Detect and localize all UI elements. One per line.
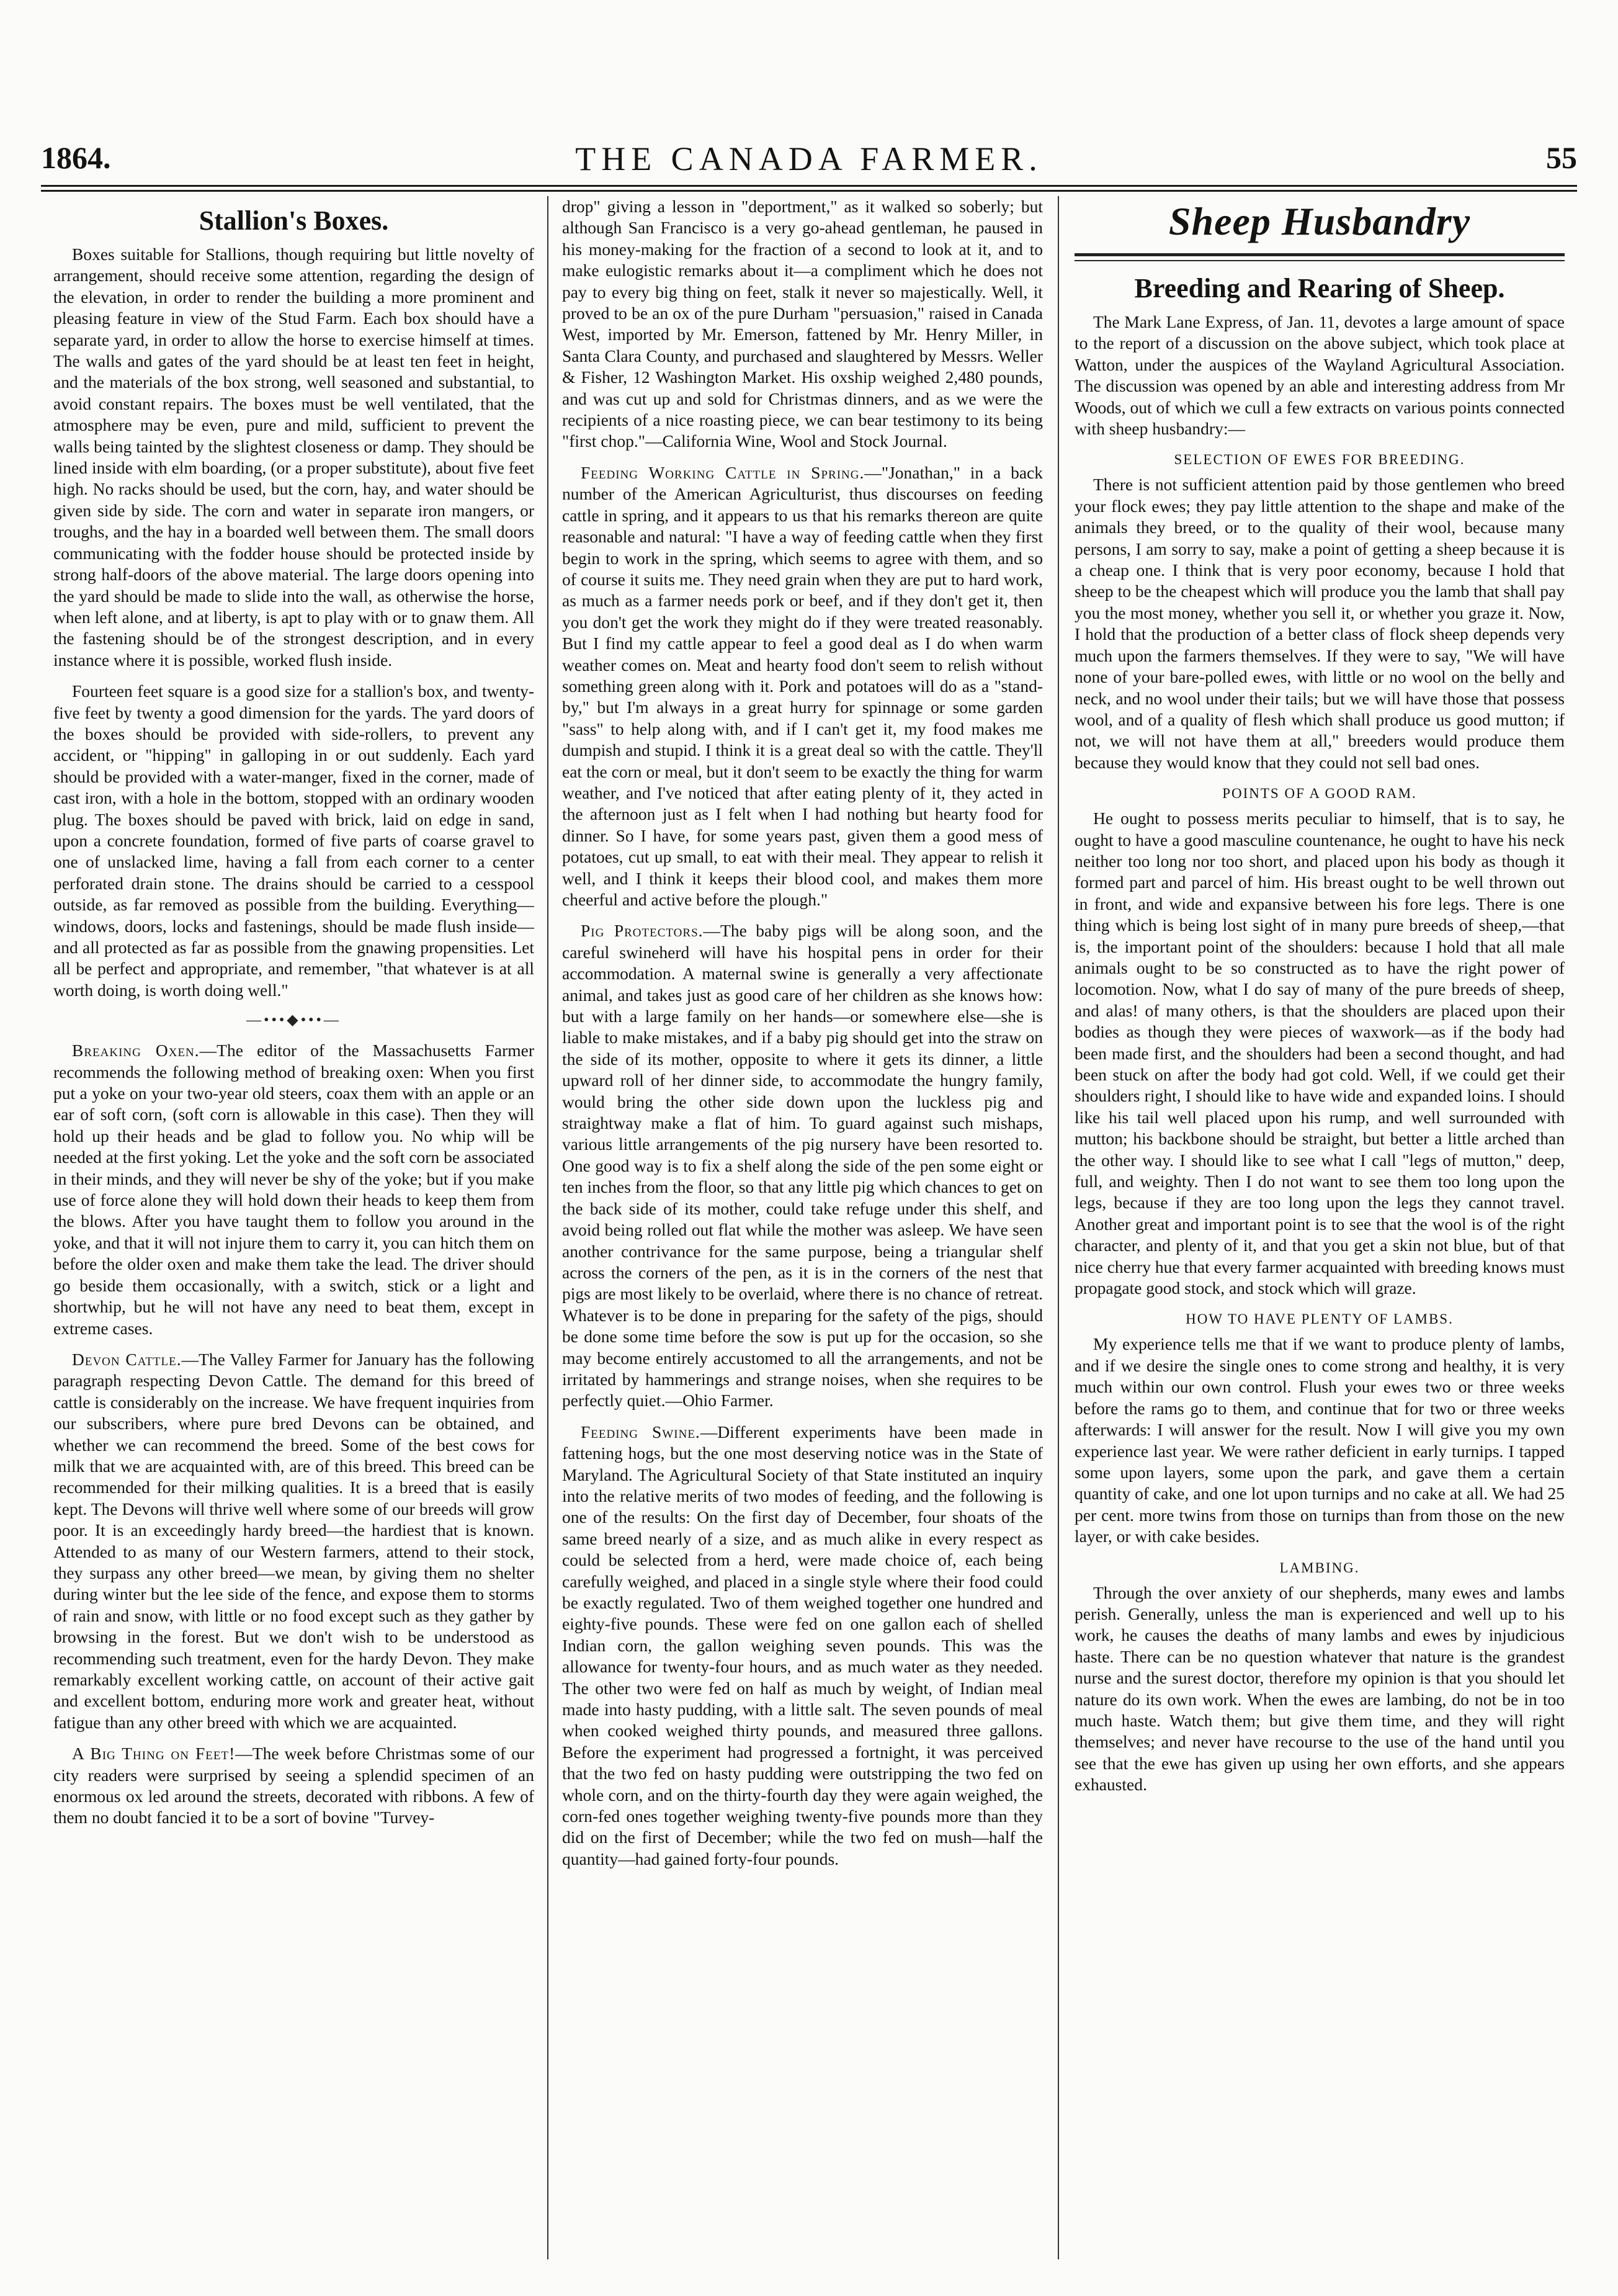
paragraph-lede: Breaking Oxen. — [72, 1041, 200, 1061]
column-1 — [53, 196, 534, 2256]
article-paragraph: Through the over anxiety of our shepherds, many ewes and lambs perish. Generally, unless the man is experienced and well up to his work, he causes the deaths of many lambs and ewes by injudicious haste. There can be no question whatever that nature is the grandest nurse and the surest doctor, therefore my opinion is that you should let nature do its own work. When the ewes are lambing, do not be in too much haste. Watch them; but give them time, and they will right themselves; and never have recourse to the use of the hand until you see that the ewe has given up using her own efforts, and she appears exhausted. — [1075, 1582, 1565, 1795]
column-2 — [562, 196, 1043, 2256]
article-paragraph — [562, 1422, 1043, 1870]
paragraph-text: —The week before Christmas some of our city readers were surprised by seeing a splendid specimen of an enormous ox led around the streets, decorated with ribbons. A few of them no doubt fancied it to be a sort of bovine "Turvey- — [53, 1744, 534, 1827]
article-paragraph: There is not sufficient attention paid by those gentlemen who breed your flock ewes; they pay little attention to the shape and make of the animals they breed, or to the quality of their wool, because many persons, I am sorry to say, make a point of getting a sheep because it is a cheap one. I think that is very poor economy, because I hold that sheep to be the cheapest which will produce you the lamb that shall pay you the most money, whether you sell it, or whether you graze it. Now, I hold that the production of a better class of flock sheep depends very much upon the farmers themselves. If they were to say, "We will have none of your bare-polled ewes, with little or no wool on the belly and neck, and no wool under their tails; but we will have those that possess wool, and of a quality of flesh which shall produce us good mutton; if not, we will not have them at all," breeders would produce them because they would know that they could not sell bad ones. — [1075, 475, 1565, 772]
subheading: LAMBING. — [1279, 1559, 1360, 1576]
column-3 — [1075, 196, 1565, 2256]
section-rule — [1075, 253, 1565, 256]
section-heading-sheep-husbandry: Sheep Husbandry — [1168, 199, 1471, 243]
paragraph-text: —The baby pigs will be along soon, and the careful swineherd will have his hospital pens in order for their accommodation. A maternal swine is generally a very affectionate animal, and takes just as good care of her children as she knows how: but with a large family on her hands—or somewhere else—she is liable to make mistakes, and if a baby pig should get into the straw on the side of its mother, opposite to where it gets its dinner, a little upward roll of her dinner side, to accommodate the hungry family, would bring the other side down upon the luckless pig and straightway make a flat of him. To guard against such mishaps, various little arrangements of the pig nursery have been resorted to. One good way is to fix a shelf along the side of the pen some eight or ten inches from the floor, so that any little pig which chances to get on the back side of its mother, could take refuge under this shelf, and avoid being rolled out flat while the mother was asleep. We have seen another contrivance for the same purpose, being a triangular shelf across the corners of the pen, as it is in the corners of the nest that pigs are most likely to be overlaid, where there is no chance of retreat. Whatever is to be done in preparing for the safety of the pigs, should be done some time before the sow is put up for the occasion, so she may become entirely accustomed to all the arrangements, and not be irritated by hammerings and strange noises, when she requires to be perfectly quiet.—Ohio Farmer. — [562, 921, 1043, 1410]
column-divider-1 — [547, 196, 548, 2259]
article-heading-stallions-boxes: Stallion's Boxes. — [199, 205, 389, 236]
article-paragraph — [53, 1349, 534, 1733]
masthead-title: THE CANADA FARMER. — [575, 140, 1043, 177]
section-ornament: —•••◆•••— — [246, 1012, 341, 1029]
section-rule — [1075, 260, 1565, 261]
subheading: POINTS OF A GOOD RAM. — [1222, 786, 1417, 802]
article-paragraph — [53, 1743, 534, 1829]
article-paragraph: My experience tells me that if we want to produce plenty of lambs, and if we desire the single ones to come strong and healthy, it is very much within our own control. Flush your ewes two or three weeks before the rams go to them, and continue that for two or three weeks afterwards: I will answer for the result. Now I will give you my own experience last year. We were rather deficient in early turnips. I tapped some upon layers, some upon the park, and gave them a certain quantity of cake, and one lot upon turnips and no cake at all. We had 25 per cent. more twins from those on turnips than from those on the new layer, or with cake besides. — [1075, 1334, 1565, 1546]
paragraph-text: —"Jonathan," in a back number of the American Agriculturist, thus discourses on feeding cattle in spring, and it appears to us that his remarks thereon are quite reasonable and natural: "I have a way of feeding cattle when they first begin to work in the spring, which seems to agree with them, and so of course it suits me. They need grain when they are put to hard work, as much as a farmer needs pork or beef, and if they don't get it, then you don't get the work they might do if they were treated reasonably. But I find my cattle appear to feel a good deal as I do when warm weather comes on. Meat and hearty food don't seem to relish without something green along with it. Pork and potatoes will do as a "stand-by," but I'm always in a great hurry for spinnage or some garden "sass" to help along with, and if I can't get it, my food makes me dumpish and stupid. I think it is a great deal so with the cattle. They'll eat the corn or meal, but it don't seem to be exactly the thing for warm weather, and I've noticed that after eating plenty of it, they acted in the afternoon just as I felt when I had nothing but hearty food for dinner. So I have, for some years past, given them a good mess of potatoes, cut up small, to eat with their meal. They appear to relish it well, and I think it keeps their blood cool, and makes them more cheerful and active before the plough." — [562, 462, 1043, 909]
paragraph-lede: A Big Thing on Feet! — [72, 1744, 236, 1764]
paragraph-lede: Feeding Working Cattle in Spring. — [581, 462, 865, 482]
article-paragraph: Boxes suitable for Stallions, though requiring but little novelty of arrangement, should receive some attention, regarding the design of the elevation, in order to render the building a more prominent and pleasing feature in view of the Stud Farm. Each box should have a separate yard, in order to allow the horse to exercise himself at times. The walls and gates of the yard should be at least ten feet in height, and the materials of the box strong, well seasoned and substantial, to avoid constant repairs. The boxes must be well ventilated, that the atmosphere may be even, pure and mild, sufficient to prevent the walls being tainted by the slightest closeness or damp. They should be lined inside with elm boarding, (or a proper substitute), about five feet high. No racks should be used, but the corn, hay, and water should be given side by side. The corn and water in separate iron mangers, or troughs, and the hay in a boarded well between them. The small doors communicating with the fodder house should be protected inside by strong half-doors of the above material. The large doors opening into the yard should be made to slide into the wall, as otherwise the horse, when left alone, and at liberty, is apt to play with or to gnaw them. All the fastening should be of the strongest description, and in every instance where it is possible, worked flush inside. — [53, 244, 534, 670]
article-paragraph — [562, 462, 1043, 911]
article-paragraph: drop" giving a lesson in "deportment," as it walked so soberly; but although San Francisco is a very go-ahead gentleman, he paused in his money-making for the fraction of a second to look at it, and to make eulogistic remarks about it—a compliment which he does not pay to every big thing on feet, stalk it never so majestically. Well, it proved to be an ox of the pure Durham "persuasion," raised in Canada West, imported by Mr. Emerson, fattened by Mr. Henry Miller, in Santa Clara County, and purchased and slaughtered by Messrs. Weller & Fisher, 12 Washington Market. His oxship weighed 2,480 pounds, and was cut up and sold for Christmas dinners, and as we were the recipients of a nice roasting piece, we can bear testimony to its being "first chop."—California Wine, Wool and Stock Journal. — [562, 197, 1043, 451]
article-paragraph — [53, 1040, 534, 1339]
article-heading-breeding-sheep: Breeding and Rearing of Sheep. — [1134, 273, 1505, 303]
paragraph-lede: Devon Cattle. — [72, 1349, 182, 1369]
article-paragraph: The Mark Lane Express, of Jan. 11, devotes a large amount of space to the report of a discussion on the above subject, which took place at Watton, under the auspices of the Wayland Agricultural Association. The discussion was opened by an able and interesting address from Mr Woods, out of which we cull a few extracts on various points connected with sheep husbandry:— — [1075, 312, 1565, 439]
article-paragraph: He ought to possess merits peculiar to himself, that is to say, he ought to have a good masculine countenance, he ought to have his neck neither too long nor too short, and placed upon his body as though it formed part and parcel of him. His breast ought to be well thrown out in front, and wide and expansive between his fore legs. There is one thing which is being lost sight of in many pure breeds of sheep,—that is, the important point of the shoulders: because I hold that all male animals ought to be so constructed as to have the right power of locomotion. Now, what I do say of many of the pure breeds of sheep, and alas! of many others, is that the shoulders are placed upon their bodies as though they were pieces of waxwork—as if the body had been made first, and the shoulders had been a second thought, and had been stuck on after the body had got cold. Well, if we could get their shoulders right, I should like to have wide and expanded loins. I should like his tail well placed upon his rump, and well surrounded with mutton; his backbone should be straight, but better a little arched than the other way. I should like to see what I call "legs of mutton," deep, full, and weighty. Then I do not want to see them too long upon the legs, because if they are too long upon the legs they cannot travel. Another great and important point is to see that the wool is of the right character, and plenty of it, and that you get a skin not blue, but of that nice cherry hue that every farmer acquainted with breeding knows must propagate good stock, and stock which will graze. — [1075, 809, 1565, 1298]
header-rule-top — [41, 185, 1577, 187]
paragraph-lede: Pig Protectors. — [581, 921, 704, 941]
paragraph-text: —The Valley Farmer for January has the following paragraph respecting Devon Cattle. The demand for this breed of cattle is considerably on the increase. We have frequent inquiries from our subscribers, where pure bred Devons can be obtained, and whether we can recommend the breed. Some of the best cows for milk that we are acquainted with, are of this breed. This breed can be recommended for their milking qualities. It is a breed that is easily kept. The Devons will thrive well where some of our breeds will grow poor. It is an exceedingly hardy breed—the hardiest that is known. Attended to as many of our Western farmers, attend to their stock, they surpass any other breed—we mean, by giving them no shelter during winter but the lee side of the fence, and expose them to storms of rain and snow, with little or no food except such as they gather by browsing in the forest. But we don't wish to be understood as recommending such treatment, even for the hardy Devon. They make remarkably excellent working cattle, on account of their active gait and excellent bottom, enduring more work and greater heat, without fatigue than any other breed with which we are acquainted. — [53, 1349, 534, 1732]
paragraph-text: —Different experiments have been made in fattening hogs, but the one most deserving notice was in the State of Maryland. The Agricultural Society of that State instituted an inquiry into the relative merits of two modes of feeding, and the following is one of the results: On the first day of December, four shoats of the same breed nearly of a size, and as much alike in every respect as could be selected from a herd, were made choice of, each being carefully weighed, and placed in a single style where their food could be exactly regulated. Two of them weighed together one hundred and eighty-five pounds. These were fed on one gallon each of shelled Indian corn, the gallon weighing seven pounds. This was the allowance for twenty-four hours, and as much water as they needed. The other two were fed on half as much by weight, of Indian meal made into hasty pudding, with a little salt. The seven pounds of meal when cooked weighed thirty pounds, and measured three gallons. Before the experiment had progressed a fortnight, it was perceived that the two fed on hasty pudding were outstripping the two fed on whole corn, and on the thirty-fourth day they were again weighed, the corn-fed ones together weighing twenty-five pounds more than they did on the first of December; while the two fed on mush—half the quantity—had gained forty-four pounds. — [562, 1422, 1043, 1868]
page-number: 55 — [1546, 140, 1577, 175]
subheading: HOW TO HAVE PLENTY OF LAMBS. — [1186, 1311, 1454, 1327]
header-year: 1864. — [41, 140, 111, 175]
paragraph-text: —The editor of the Massachusetts Farmer recommends the following method of breaking oxen: When you first put a yoke on your two-year old steers, coax them with an apple or an ear of soft corn, (soft corn is allowable in this case). Then they will hold up their heads and be glad to follow you. No whip will be needed at the first yoking. Let the yoke and the soft corn be associated in their minds, and they will never be shy of the yoke; but if you make use of force alone they will hold down their heads to keep them from the blows. After you have taught them to follow you around in the yoke, and that it will not injure them to carry it, you can hitch them on before the older oxen and make them take the lead. The driver should go beside them occasionally, with a switch, stick or a light and shortwhip, but he will not have any need to beat them, except in extreme cases. — [53, 1041, 534, 1338]
article-paragraph: Fourteen feet square is a good size for a stallion's box, and twenty-five feet by twenty a good dimension for the yards. The yard doors of the boxes should be provided with side-rollers, to prevent any accident, or "hipping" in galloping in or out suddenly. Each yard should be provided with a water-manger, fixed in the corner, made of cast iron, with a hole in the bottom, stopped with an ordinary wooden plug. The boxes should be paved with brick, laid on edge in sand, upon a concrete foundation, formed of five parts of coarse gravel to one of unslacked lime, having a fall from each corner to a center perforated drain stone. The drains should be carried to a cesspool outside, as far removed as possible from the building. Everything—windows, doors, locks and fastenings, should be made flush inside—and all protected as far as possible from the gnawing propensities. Let all be perfect and appropriate, and remember, "that whatever is at all worth doing, is worth doing well." — [53, 681, 534, 1000]
subheading: SELECTION OF EWES FOR BREEDING. — [1174, 452, 1465, 468]
column-divider-2 — [1058, 196, 1059, 2259]
paragraph-lede: Feeding Swine. — [581, 1422, 700, 1442]
article-paragraph — [562, 920, 1043, 1411]
header-rule-bottom — [41, 190, 1577, 192]
page-header — [41, 140, 1577, 189]
